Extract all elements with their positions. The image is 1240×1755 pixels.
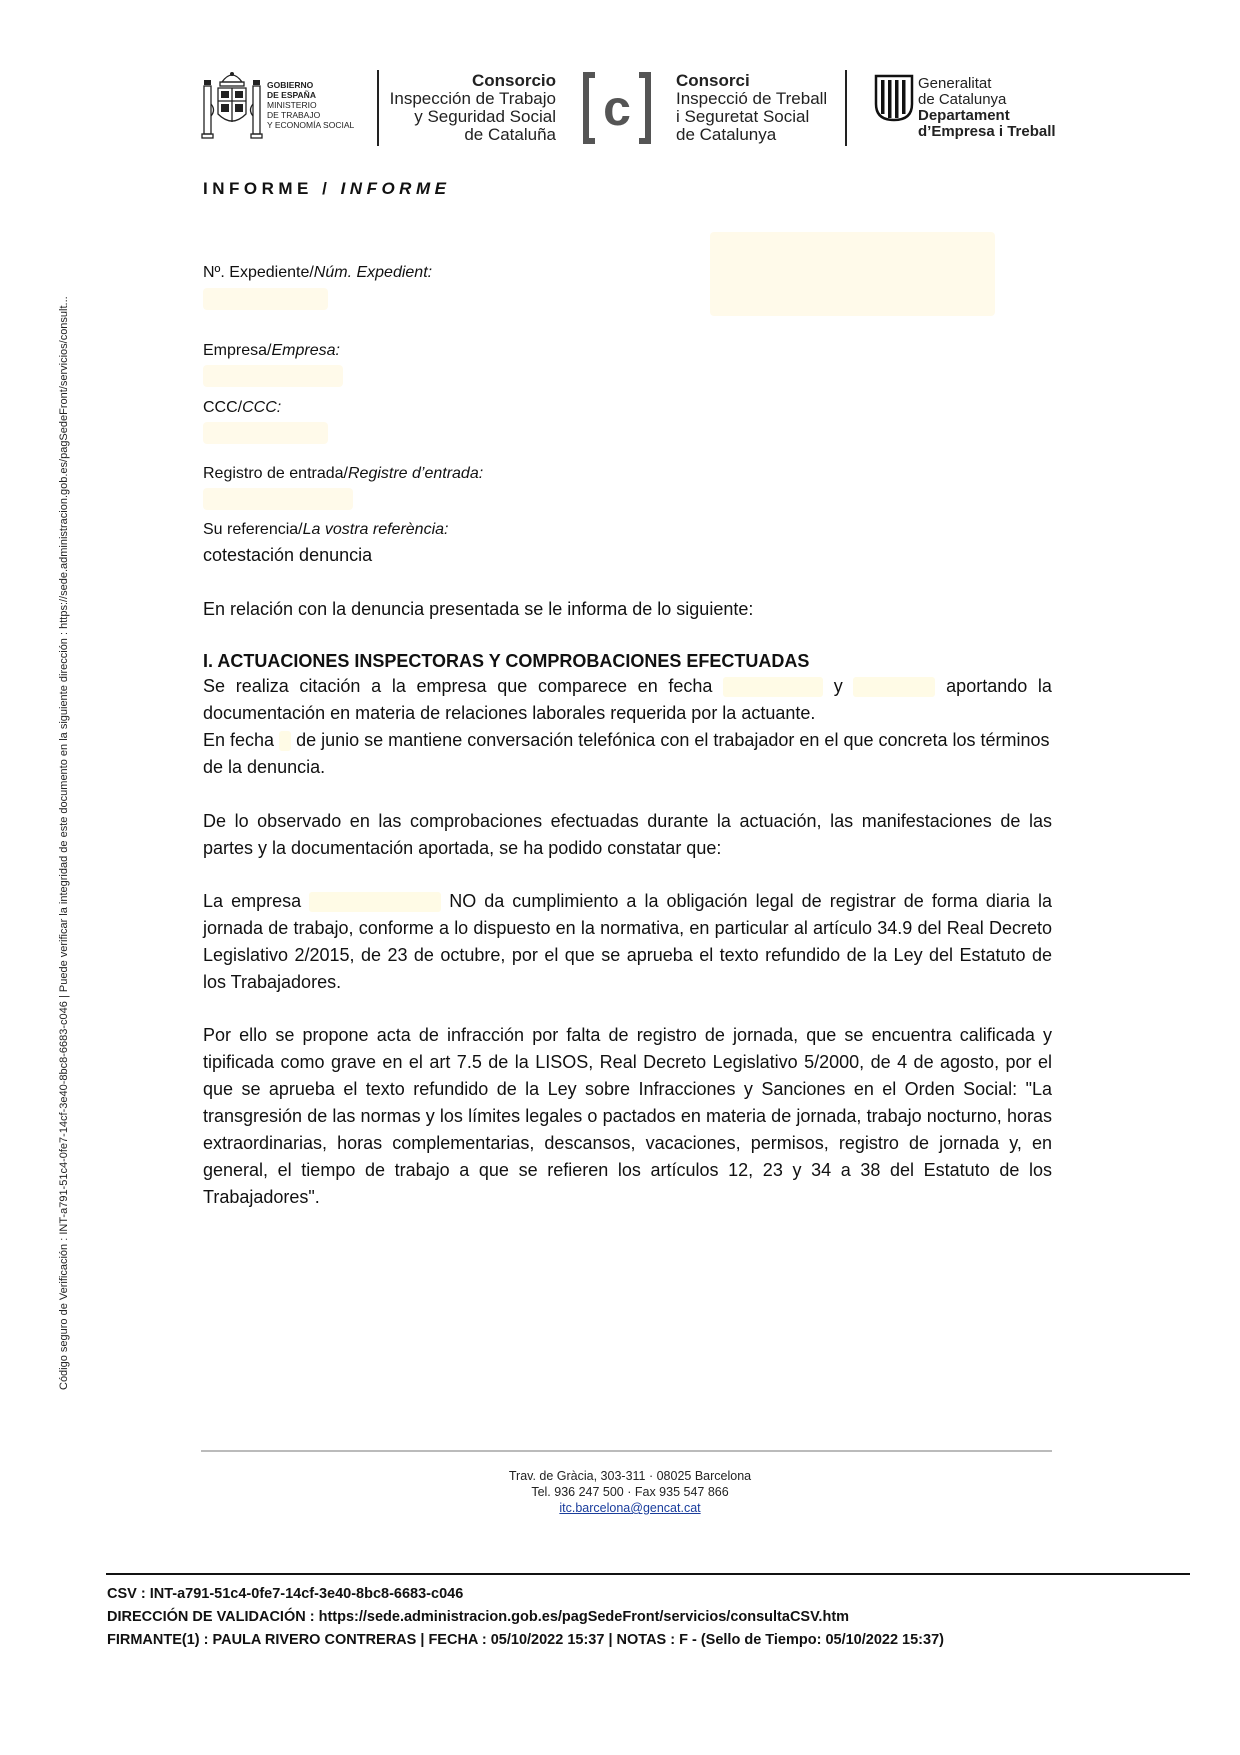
svg-text:c: c	[603, 80, 631, 136]
paragraph-observado: De lo observado en las comprobaciones efectuadas durante la actuación, las manifestaciones de las partes y la documentación aportada, se ha podido constatar que:	[203, 811, 1052, 858]
field-referencia-value: cotestación denuncia	[203, 545, 373, 565]
generalitat-logo-icon	[874, 74, 914, 122]
field-empresa-label: Empresa/Empresa:	[203, 342, 340, 359]
paragraph-propuesta: Por ello se propone acta de infracción por falta de registro de jornada, que se encuentra calificada y tipificada como grave en el art 7.5 de la LISOS, Real Decreto Legislativo 5/2000, de 4 de agosto, por el que se aprueba el texto refundido de la Ley sobre Infracciones y Sanciones en el Orden Social: "La transgresión de las normas y los límites legales o pactados en materia de jornada, trabajo nocturno, horas extraordinarias, horas complementarias, descansos, vacaciones, permisos, registro de jornada y, en general, el tiempo de trabajo a que se refieren los artículos 12, 23 y 34 a 38 del Estatuto de los Trabajadores".	[203, 1025, 1052, 1207]
consorci-ca-text: Consorci Inspecció de Treball i Seguretat Social de Catalunya	[676, 71, 828, 144]
header-separator	[377, 70, 379, 146]
redacted-value	[203, 288, 328, 310]
field-registro-label: Registro de entrada/Registre d’entrada:	[203, 465, 484, 482]
intro-paragraph: En relación con la denuncia presentada se le informa de lo siguiente:	[203, 599, 754, 619]
consorci-logo-icon	[583, 71, 651, 145]
redacted-day	[279, 731, 291, 751]
section-heading: I. ACTUACIONES INSPECTORAS Y COMPROBACIONES EFECTUADAS	[203, 651, 810, 671]
paragraph-conversacion: En fecha de junio se mantiene conversación telefónica con el trabajador en el que concreta los términos de la denuncia.	[203, 730, 1050, 777]
verification-side-note: Código seguro de Verificación : INT-a791-51c4-0fe7-14cf-3e40-8bc8-6683-c046 | Puede verificar la integridad de este documento en la siguiente dirección : https://sede.administracion.gob.es/pagSedeFront/servicios/consult...	[58, 296, 70, 1390]
redacted-company	[309, 892, 441, 912]
footer-address	[460, 1468, 800, 1516]
redacted-date	[853, 677, 935, 697]
address-line: Trav. de Gràcia, 303-311 · 08025 Barcelona	[508, 1469, 752, 1483]
signer-info: FIRMANTE(1) : PAULA RIVERO CONTRERAS | FECHA : 05/10/2022 15:37 | NOTAS : F - (Sello de Tiempo: 05/10/2022 15:37)	[107, 1632, 944, 1648]
phone-line: Tel. 936 247 500 · Fax 935 547 866	[531, 1485, 729, 1499]
header-separator	[845, 70, 847, 146]
redacted-value	[203, 422, 328, 444]
redacted-date	[723, 677, 823, 697]
spain-coat-of-arms-icon	[200, 64, 264, 146]
redacted-value	[203, 488, 353, 510]
redacted-block	[710, 232, 995, 316]
paragraph-citacion: Se realiza citación a la empresa que comparece en fecha y aportando la documentación en materia de relaciones laborales requerida por la actuante.	[203, 676, 1052, 723]
generalitat-text: Generalitat de Catalunya Departament d’Empresa i Treball	[918, 75, 1056, 140]
validation-url[interactable]: DIRECCIÓN DE VALIDACIÓN : https://sede.administracion.gob.es/pagSedeFront/servicios/consultaCSV.htm	[107, 1609, 850, 1625]
document-title: INFORME / INFORME	[203, 179, 451, 198]
email-link[interactable]: itc.barcelona@gencat.cat	[559, 1501, 701, 1515]
csv-code: CSV : INT-a791-51c4-0fe7-14cf-3e40-8bc8-6683-c046	[107, 1586, 464, 1602]
csv-divider	[106, 1573, 1190, 1575]
footer-divider	[201, 1450, 1052, 1452]
field-expediente-label: Nº. Expediente/Núm. Expedient:	[203, 264, 433, 281]
redacted-value	[203, 365, 343, 387]
gobierno-text: GOBIERNO DE ESPAÑA MINISTERIO DE TRABAJO Y ECONOMÍA SOCIAL	[267, 80, 355, 130]
consorcio-es-text: Consorcio Inspección de Trabajo y Seguridad Social de Cataluña	[389, 71, 556, 144]
field-ccc-label: CCC/CCC:	[203, 399, 282, 416]
field-referencia-label: Su referencia/La vostra referència:	[203, 521, 449, 538]
paragraph-empresa: La empresa NO da cumplimiento a la obligación legal de registrar de forma diaria la jornada de trabajo, conforme a lo dispuesto en la normativa, en particular al artículo 34.9 del Real Decreto Legislativo 2/2015, de 23 de octubre, por el que se aprueba el texto refundido de la Ley del Estatuto de los Trabajadores.	[203, 891, 1052, 992]
